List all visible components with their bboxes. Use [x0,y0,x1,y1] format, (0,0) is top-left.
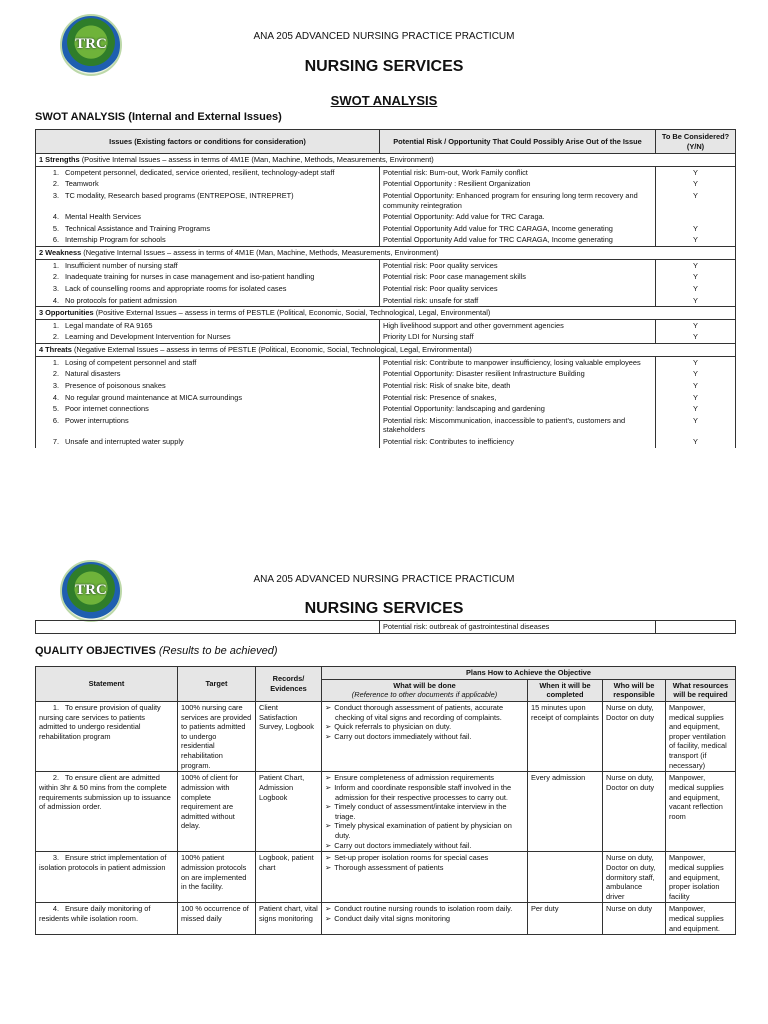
qo-who: Nurse on duty [603,903,666,935]
continuation-risk: Potential risk: outbreak of gastrointestinal diseases [380,621,656,634]
swot-row-number: 7. [52,437,59,446]
qo-when: Per duty [528,903,603,935]
swot-consider: Y [656,234,736,246]
qo-header-plans: Plans How to Achieve the Objective [322,667,736,680]
swot-row [36,356,736,368]
swot-row-number: 6. [52,415,59,425]
swot-risk: Potential risk: Poor quality services [380,283,656,295]
swot-risk: Potential Opportunity: Enhanced program for ensuring long term recovery and community reintegration [380,190,656,211]
swot-consider: Y [656,380,736,392]
qo-number: 1. [52,702,59,712]
swot-row [36,271,736,283]
qo-number: 4. [52,904,59,914]
swot-risk: Potential Opportunity: Add value for TRC Caraga. [380,211,656,223]
swot-category-name: 2 Weakness [39,248,82,257]
swot-risk: Potential risk: unsafe for staff [380,295,656,307]
swot-row [36,166,736,178]
qo-when [528,852,603,903]
swot-consider: Y [656,223,736,235]
swot-risk: Potential risk: Burn-out, Work Family conflict [380,166,656,178]
qo-action-item: ➢ Timely physical examination of patient by physician on duty. [325,821,524,840]
swot-consider: Y [656,356,736,368]
swot-consider [656,211,736,223]
qo-number: 3. [52,853,59,863]
qo-actions [322,701,528,771]
swot-category-row [36,344,736,357]
qo-records: Patient Chart, Admission Logbook [256,772,322,852]
swot-category-name: 3 Opportunities [39,308,94,318]
swot-row-number: 3. [52,380,59,390]
qo-statement: To ensure provision of quality nursing care services to patients admitted to undergo residential rehabilitation program [39,702,161,741]
qo-statement: Ensure daily monitoring of residents while isolation room. [39,904,151,923]
course-title: ANA 205 ADVANCED NURSING PRACTICE PRACTICUM [253,31,515,42]
qo-resources: Manpower, medical supplies and equipment, proper isolation facility [666,852,736,903]
swot-risk: Potential risk: Contribute to manpower insufficiency, losing valuable employees [380,356,656,368]
swot-risk: Potential risk: Contributes to inefficiency [380,436,656,448]
swot-issue: Natural disasters [65,369,121,379]
swot-consider: Y [656,283,736,295]
swot-category-note: (Negative External Issues – assess in terms of PESTLE (Political, Economic, Social, Technological, Legal, Environmental) [73,345,472,354]
swot-category-row [36,247,736,260]
qo-action-item: ➢ Ensure completeness of admission requirements [325,773,524,783]
qo-body [36,701,736,934]
organization-logo: TRC [60,14,122,76]
swot-issue: Insufficient number of nursing staff [65,260,178,270]
swot-row [36,223,736,235]
swot-body [36,154,736,448]
swot-section-heading: SWOT ANALYSIS (Internal and External Issues) [35,111,282,123]
swot-header-risk: Potential Risk / Opportunity That Could Possibly Arise Out of the Issue [380,130,656,154]
qo-row [36,701,736,771]
qo-who: Nurse on duty, Doctor on duty, dormitory staff, ambulance driver [603,852,666,903]
qo-header-statement: Statement [36,667,178,702]
swot-issue: Technical Assistance and Training Programs [65,223,211,233]
swot-risk: Potential Opportunity Add value for TRC CARAGA, Income generating [380,234,656,246]
swot-consider: Y [656,331,736,343]
qo-header-target: Target [178,667,256,702]
qo-action-item: ➢ Conduct daily vital signs monitoring [325,914,524,924]
swot-row [36,178,736,190]
swot-row [36,403,736,415]
qo-actions [322,852,528,903]
swot-row [36,331,736,343]
swot-row [36,283,736,295]
swot-row [36,380,736,392]
swot-category-row [36,154,736,167]
organization-logo-2: TRC [60,560,122,622]
swot-risk: Potential risk: Poor case management skills [380,271,656,283]
swot-row [36,211,736,223]
swot-row-number: 1. [52,167,59,177]
swot-row [36,234,736,246]
swot-row-number: 1. [52,357,59,367]
swot-issue: Inadequate training for nurses in case management and iso-patient handling [65,272,315,282]
swot-consider: Y [656,392,736,404]
qo-action-item: ➢ Timely conduct of assessment/intake interview in the triage. [325,802,524,821]
qo-action-item: ➢ Inform and coordinate responsible staff involved in the admission for their respective processes to carry out. [325,783,524,802]
qo-records: Client Satisfaction Survey, Logbook [256,701,322,771]
swot-risk: Potential Opportunity: Disaster resilient Infrastructure Building [380,368,656,380]
swot-risk: Priority LDI for Nursing staff [380,331,656,343]
swot-issue: Presence of poisonous snakes [65,380,166,390]
swot-row-number: 2. [52,369,59,379]
qo-number: 2. [52,773,59,783]
qo-header-what: What will be done (Reference to other documents if applicable) [322,679,528,701]
swot-risk: Potential Opportunity : Resilient Organization [380,178,656,190]
swot-consider: Y [656,403,736,415]
qo-action-item: ➢ Set-up proper isolation rooms for special cases [325,853,524,863]
swot-row-number: 3. [52,283,59,293]
swot-category-note: (Positive Internal Issues – assess in terms of 4M1E (Man, Machine, Methods, Measurements, Environment) [81,155,434,164]
swot-row [36,368,736,380]
swot-issue: Poor internet connections [65,404,149,414]
swot-issue: Lack of counselling rooms and appropriate rooms for isolated cases [65,283,287,293]
qo-row [36,772,736,852]
swot-category-note: (Positive External Issues – assess in terms of PESTLE (Political, Economic, Social, Technological, Legal, Environmental) [95,308,491,318]
quality-objectives-heading: QUALITY OBJECTIVES (Results to be achieved) [35,645,278,657]
quality-objectives-note: (Results to be achieved) [158,645,278,657]
swot-category-row [36,307,736,320]
department-title: NURSING SERVICES [304,58,464,75]
qo-statement: Ensure strict implementation of isolation protocols in patient admission [39,853,167,872]
qo-resources: Manpower, medical supplies and equipment, proper ventilation of facility, medical transport (if necessary) [666,701,736,771]
qo-actions [322,772,528,852]
swot-issue: Internship Program for schools [65,235,166,245]
swot-row [36,190,736,211]
swot-consider: Y [656,178,736,190]
qo-header-records: Records/ Evidences [256,667,322,702]
qo-header-who: Who will be responsible [603,679,666,701]
department-title-2: NURSING SERVICES [304,600,464,617]
qo-action-item: ➢ Conduct thorough assessment of patients, accurate checking of vital signs and recording of complaints. [325,703,524,722]
course-title-2: ANA 205 ADVANCED NURSING PRACTICE PRACTICUM [253,574,515,585]
qo-row [36,852,736,903]
swot-risk: Potential risk: Presence of snakes, [380,392,656,404]
swot-row-number: 2. [52,272,59,282]
swot-consider: Y [656,319,736,331]
swot-row [36,259,736,271]
swot-row-number: 5. [52,404,59,414]
swot-risk: High livelihood support and other government agencies [380,319,656,331]
swot-issue: Losing of competent personnel and staff [65,357,197,367]
qo-target: 100% patient admission protocols on are implemented in the facility. [178,852,256,903]
swot-risk: Potential risk: Poor quality services [380,259,656,271]
swot-consider: Y [656,295,736,307]
swot-row [36,392,736,404]
swot-row-number: 5. [52,223,59,233]
swot-category-note: (Negative Internal Issues – assess in terms of 4M1E (Man, Machine, Methods, Measurements, Environment) [83,248,439,257]
swot-risk: Potential risk: Miscommunication, inaccessible to patient's, customers and stakeholders [380,415,656,436]
swot-consider: Y [656,259,736,271]
swot-title: SWOT ANALYSIS [330,93,438,108]
swot-row-number: 1. [52,260,59,270]
swot-row-number: 6. [52,235,59,245]
swot-risk: Potential Opportunity: landscaping and gardening [380,403,656,415]
qo-action-item: ➢ Carry out doctors immediately without fail. [325,732,524,742]
swot-row [36,319,736,331]
swot-issue: No protocols for patient admission [65,295,177,305]
swot-header-consider: To Be Considered? (Y/N) [656,130,736,154]
qo-action-item: ➢ Thorough assessment of patients [325,863,524,873]
swot-row [36,415,736,436]
qo-action-item: ➢ Carry out doctors immediately without fail. [325,841,524,851]
swot-table [35,129,736,448]
swot-issue: Power interruptions [65,415,129,425]
qo-actions [322,903,528,935]
swot-row-number: 4. [52,295,59,305]
swot-risk: Potential risk: Risk of snake bite, death [380,380,656,392]
swot-category-name: 1 Strengths [39,155,80,164]
swot-row [36,436,736,448]
qo-resources: Manpower, medical supplies and equipment, vacant reflection room [666,772,736,852]
swot-row-number: 2. [52,332,59,342]
swot-issue: Learning and Development Intervention for Nurses [65,332,231,342]
swot-risk: Potential Opportunity Add value for TRC CARAGA, Income generating [380,223,656,235]
swot-header-issues: Issues (Existing factors or conditions for consideration) [36,130,380,154]
swot-row-number: 4. [52,392,59,402]
qo-when: Every admission [528,772,603,852]
qo-target: 100 % occurrence of missed daily [178,903,256,935]
swot-issue: No regular ground maintenance at MICA surroundings [65,392,243,402]
qo-target: 100% nursing care services are provided to patients admitted to undergo residential rehabilitation program. [178,701,256,771]
swot-row-number: 4. [52,212,59,222]
swot-issue: Legal mandate of RA 9165 [65,320,153,330]
swot-consider: Y [656,166,736,178]
swot-row-number: 1. [52,320,59,330]
qo-who: Nurse on duty, Doctor on duty [603,701,666,771]
swot-continuation-table [35,620,736,634]
qo-statement: To ensure client are admitted within 3hr & 50 mins from the complete requirements submission up to issuance of admission order. [39,773,171,812]
qo-resources: Manpower, medical supplies and equipment. [666,903,736,935]
qo-header-resources: What resources will be required [666,679,736,701]
qo-action-item: ➢ Quick referrals to physician on duty. [325,722,524,732]
swot-row-number: 3. [52,190,59,200]
swot-issue: Teamwork [65,179,99,189]
qo-who: Nurse on duty, Doctor on duty [603,772,666,852]
qo-when: 15 minutes upon receipt of complaints [528,701,603,771]
qo-records: Logbook, patient chart [256,852,322,903]
swot-consider: Y [656,368,736,380]
swot-consider: Y [656,271,736,283]
swot-row-number: 2. [52,179,59,189]
swot-row [36,295,736,307]
qo-target: 100% of client for admission with complete requirement are admitted without delay. [178,772,256,852]
swot-consider: Y [656,436,736,448]
swot-issue: TC modality, Research based programs (ENTREPOSE, INTREPRET) [65,190,294,200]
swot-issue: Competent personnel, dedicated, service oriented, resilient, technology-adept staff [65,167,335,177]
qo-records: Patient chart, vital signs monitoring [256,903,322,935]
quality-objectives-table [35,666,736,935]
qo-row [36,903,736,935]
swot-issue: Unsafe and interrupted water supply [65,437,184,446]
qo-header-when: When it will be completed [528,679,603,701]
qo-action-item: ➢ Conduct routine nursing rounds to isolation room daily. [325,904,524,914]
swot-consider: Y [656,415,736,436]
swot-consider: Y [656,190,736,211]
swot-issue: Mental Health Services [65,212,141,222]
swot-category-name: 4 Threats [39,345,72,354]
